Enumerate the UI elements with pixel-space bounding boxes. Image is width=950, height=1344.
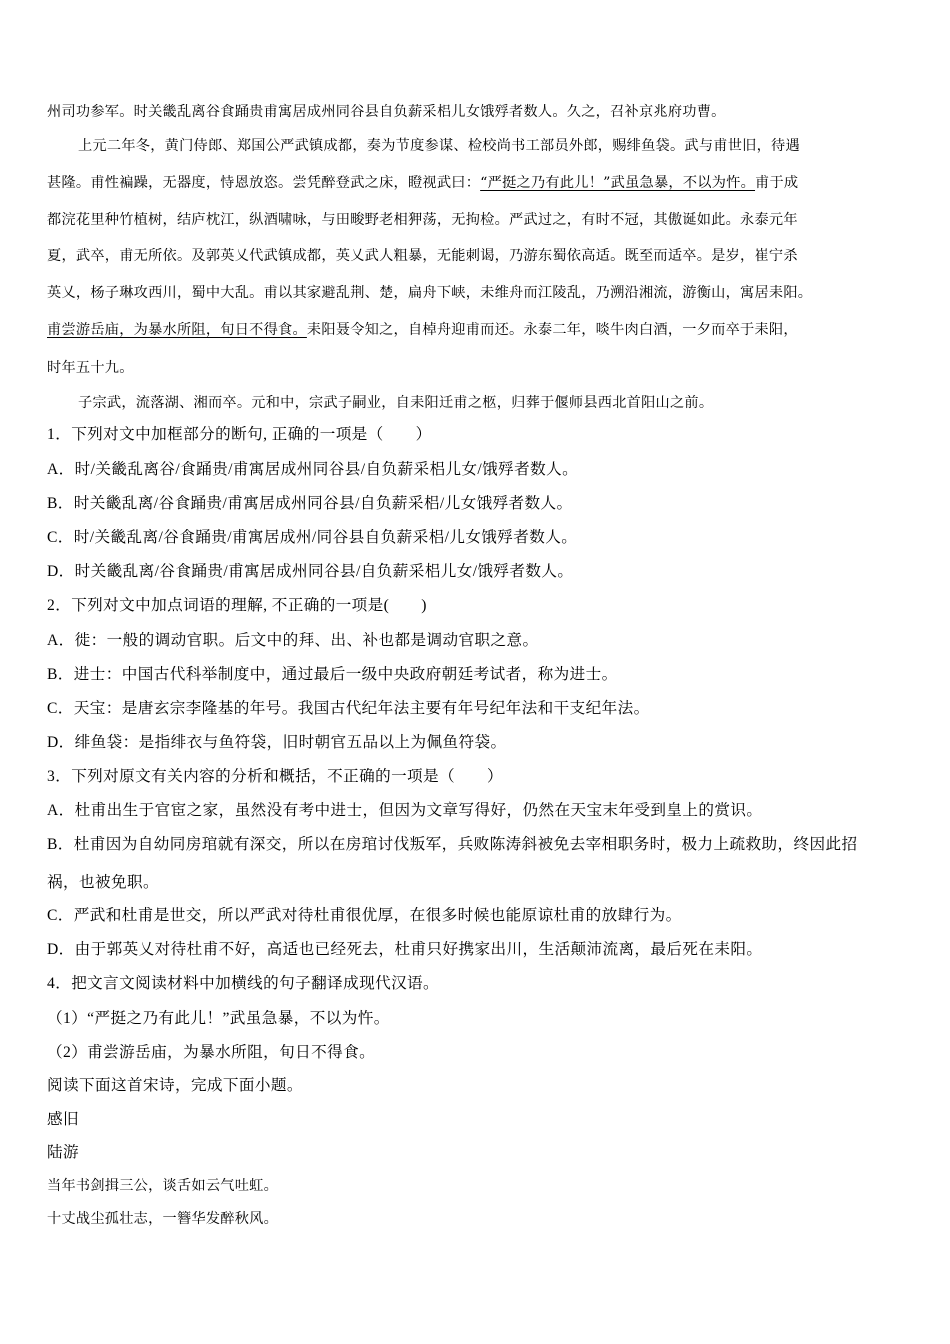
- passage-text: 甫于成: [755, 175, 799, 191]
- underlined-sentence-2: 甫尝游岳庙，为暴水所阻，旬日不得食。: [47, 322, 307, 338]
- poem-intro: 阅读下面这首宋诗，完成下面小题。: [47, 1077, 303, 1094]
- poem-author: 陆游: [47, 1144, 79, 1161]
- question-1-option-d: D．时关畿乱离/谷食踊贵/甫寓居成州同谷县/自负薪采梠儿女/饿殍者数人。: [47, 563, 574, 580]
- passage-line-6: 英乂，杨子琳攻西川，蜀中大乱。甫以其家避乱荆、楚，扁舟下峡，未维舟而江陵乱，乃溯沿湘流，游衡山，寓居耒阳。: [47, 285, 813, 301]
- passage-line-9: 子宗武，流落湖、湘而卒。元和中，宗武子嗣业，自耒阳迁甫之柩，归葬于偃师县西北首阳山之前。: [78, 395, 714, 411]
- passage-text: 甚隆。甫性褊躁，无器度，恃恩放恣。尝凭醉登武之床，瞪视武曰：: [47, 175, 481, 191]
- poem-title: 感旧: [47, 1111, 79, 1128]
- question-1-option-b: B．时关畿乱离/谷食踊贵/甫寓居成州同谷县/自负薪采梠/儿女饿殍者数人。: [47, 495, 573, 512]
- passage-line-7: [47, 320, 798, 340]
- question-3-option-a: A．杜甫出生于官宦之家，虽然没有考中进士，但因为文章写得好，仍然在天宝末年受到皇上的赏识。: [47, 802, 763, 819]
- passage-line-5: 夏，武卒，甫无所依。及郭英乂代武镇成都，英乂武人粗暴，无能刺谒，乃游东蜀依高适。既至而适卒。是岁，崔宁杀: [47, 248, 798, 264]
- poem-line-1: 当年书剑揖三公，谈舌如云气吐虹。: [47, 1178, 279, 1194]
- question-2-option-a: A．徙：一般的调动官职。后文中的拜、出、补也都是调动官职之意。: [47, 632, 539, 649]
- passage-line-3: [47, 173, 798, 193]
- question-4-item-1: （1）“严挺之乃有此儿！”武虽急暴，不以为忤。: [47, 1010, 390, 1027]
- question-1-option-c: C．时/关畿乱离/谷食踊贵/甫寓居成州/同谷县自负薪采梠/儿女饿殍者数人。: [47, 529, 578, 546]
- question-2-option-c: C．天宝：是唐玄宗李隆基的年号。我国古代纪年法主要有年号纪年法和干支纪年法。: [47, 700, 650, 717]
- poem-line-2: 十丈战尘孤壮志，一簪华发醉秋风。: [47, 1211, 279, 1227]
- question-3-option-c: C．严武和杜甫是世交，所以严武对待杜甫很优厚，在很多时候也能原谅杜甫的放肆行为。: [47, 907, 682, 924]
- passage-line-8: 时年五十九。: [47, 360, 134, 376]
- passage-line-1: 州司功参军。时关畿乱离谷食踊贵甫寓居成州同谷县自负薪采梠儿女饿殍者数人。久之，召补京兆府功曹。: [47, 104, 726, 120]
- passage-line-4: 都浣花里种竹植树，结庐枕江，纵酒啸咏，与田畯野老相狎荡，无拘检。严武过之，有时不冠，其傲诞如此。永泰元年: [47, 212, 798, 228]
- question-1-option-a: A．时/关畿乱离谷/食踊贵/甫寓居成州同谷县/自负薪采梠儿女/饿殍者数人。: [47, 461, 579, 478]
- underlined-sentence-1: “严挺之乃有此儿！”武虽急暴，不以为忤。: [480, 175, 756, 191]
- question-4-item-2: （2）甫尝游岳庙，为暴水所阻，旬日不得食。: [47, 1044, 376, 1061]
- question-1-stem: 1．下列对文中加框部分的断句, 正确的一项是（ ）: [47, 426, 432, 443]
- question-2-option-d: D．绯鱼袋：是指绯衣与鱼符袋，旧时朝官五品以上为佩鱼符袋。: [47, 734, 507, 751]
- passage-text: 耒阳聂令知之，自棹舟迎甫而还。永泰二年，啖牛肉白酒，一夕而卒于耒阳，: [306, 322, 798, 338]
- passage-line-2: 上元二年冬，黄门侍郎、郑国公严武镇成都，奏为节度参谋、检校尚书工部员外郎，赐绯鱼袋。武与甫世旧，待遇: [78, 138, 800, 154]
- question-2-stem: 2．下列对文中加点词语的理解, 不正确的一项是( ): [47, 597, 427, 614]
- question-4-stem: 4．把文言文阅读材料中加横线的句子翻译成现代汉语。: [47, 975, 440, 992]
- question-3-stem: 3．下列对原文有关内容的分析和概括，不正确的一项是（ ）: [47, 768, 504, 785]
- question-2-option-b: B．进士：中国古代科举制度中，通过最后一级中央政府朝廷考试者，称为进士。: [47, 666, 618, 683]
- question-3-option-b-continued: 祸，也被免职。: [47, 874, 159, 891]
- question-3-option-d: D．由于郭英乂对待杜甫不好，高适也已经死去，杜甫只好携家出川，生活颠沛流离，最后死在耒阳。: [47, 941, 763, 958]
- question-3-option-b: B．杜甫因为自幼同房琯就有深交，所以在房琯讨伐叛军，兵败陈涛斜被免去宰相职务时，极力上疏救助，终因此招: [47, 836, 858, 853]
